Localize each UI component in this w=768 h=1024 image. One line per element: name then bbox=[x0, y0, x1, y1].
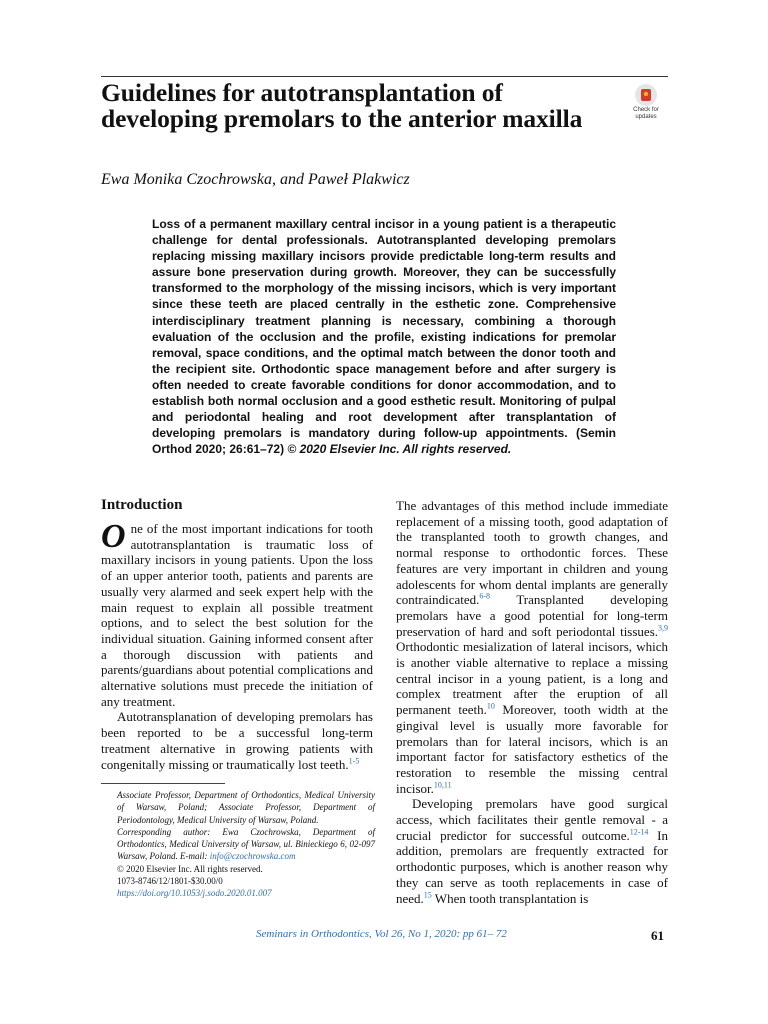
footnote-rule bbox=[101, 783, 225, 784]
footnotes bbox=[117, 789, 375, 900]
citation-link[interactable]: 1-5 bbox=[348, 756, 360, 766]
dropcap: O bbox=[101, 518, 126, 555]
citation-link[interactable]: 3,9 bbox=[658, 623, 668, 633]
right-paragraph-2: Developing premolars have good surgical access, which facilitates their gentle removal - a crucial predictor for successful outcome.$^{12-14}$ In addition, premolars are frequently extracted for orthodontic purposes, which is another reason why they can serve as tooth replacements in case of need.$^{15}$ When tooth transplantation is bbox=[396, 796, 668, 906]
citation-link[interactable]: 10,11 bbox=[433, 780, 452, 790]
page-number: 61 bbox=[651, 928, 664, 943]
citation-link[interactable]: 15 bbox=[423, 890, 432, 900]
abstract-copyright: © 2020 Elsevier Inc. All rights reserved. bbox=[287, 442, 512, 457]
check-for-updates-badge[interactable] bbox=[628, 84, 664, 118]
doi-link[interactable]: https://doi.org/10.1053/j.sodo.2020.01.007 bbox=[117, 888, 272, 899]
journal-footer: Seminars in Orthodontics, Vol 26, No 1, 2020: pp 61– 72 bbox=[256, 928, 507, 940]
issn-line: 1073-8746/12/1801-$30.00/0 bbox=[117, 876, 223, 887]
corresponding-note: Corresponding author: Ewa Czochrowska, Department of Orthodontics, Medical University of Warsaw, ul. Binieckiego 6, 02-097 Warsaw, Poland. E-mail: info@czochrowska.com bbox=[117, 826, 375, 862]
bookmark-icon bbox=[635, 84, 657, 106]
abstract-body: Loss of a permanent maxillary central incisor in a young patient is a therapeutic challenge for dental professionals. Autotransplanted developing premolars replacing missing maxillary incisors provide predictable long-term results and assure bone preservation during growth. Moreover, they can be successfully transformed to the morphology of the missing incisors, which is very important since these teeth are placed centrally in the esthetic zone. Comprehensive interdisciplinary treatment planning is necessary, combining a thorough evaluation of the occlusion and the profile, existing indications for premolar removal, space conditions, and the optimal match between the donor tooth and the recipient site. Orthodontic space management before and after surgery is often needed to create favorable conditions for donor accommodation, and to establish both normal occlusion and a good esthetic result. Monitoring of pulpal and periodontal healing and root development after transplantation of developing premolars is mandatory during follow-up appointments. (Semin Orthod 2020; 26:61–72) bbox=[152, 217, 616, 457]
right-paragraph-1: The advantages of this method include immediate replacement of a missing tooth, good adaptation of the transplanted tooth to growth changes, and normal response to orthodontic forces. These features are very important in children and young adolescents for whom dental implants are generally contraindicated.$^{6-8}$ Transplanted developing premolars have a good potential for long-term preservation of hard and soft periodontal tissues.$^{3,9}$ Orthodontic mesialization of lateral incisors, which is another viable alternative to replace a missing central incisor in a young patient, is a long and complex treatment after the eruption of all permanent teeth.$^{10}$ Moreover, tooth width at the gingival level is usually more favorable for premolars than for lateral incisors, which is an important factor for satisfactory esthetics of the restoration to resemble the missing central incisor.$^{10,11}$ bbox=[396, 498, 668, 796]
citation-link[interactable]: 6-8 bbox=[479, 591, 491, 601]
affiliation-note: Associate Professor, Department of Orthodontics, Medical University of Warsaw, Poland; Associate Professor, Department of Periodontology, Medical University of Warsaw, Poland. bbox=[117, 790, 375, 825]
article-title: Guidelines for autotransplantation of developing premolars to the anterior maxilla bbox=[101, 78, 583, 133]
badge-label: Check for updates bbox=[633, 107, 659, 120]
left-column bbox=[101, 518, 373, 772]
top-rule bbox=[101, 76, 668, 77]
citation-link[interactable]: 12-14 bbox=[629, 827, 649, 837]
intro-paragraph-2: Autotransplanation of developing premolars has been reported to be a successful long-term treatment alternative in growing patients with congenitally missing or traumatically lost teeth.$^{1-5}$ bbox=[101, 709, 373, 772]
section-heading: Introduction bbox=[101, 497, 183, 513]
footnote-copyright: © 2020 Elsevier Inc. All rights reserved. bbox=[117, 863, 263, 874]
right-column bbox=[396, 498, 668, 906]
intro-paragraph-1: One of the most important indications for tooth autotransplantation is traumatic loss of maxillary incisors in young patients. Upon the loss of an upper anterior tooth, patients and parents are usually very alarmed and seek expert help with the main request to explain all possible treatment options, and to select the best solution for the individual situation. Gaining informed consent after a thorough discussion with patients and parents/guardians about potential complications and alternative solutions must precede the initiation of any treatment. bbox=[101, 518, 373, 709]
email-link[interactable]: info@czochrowska.com bbox=[209, 851, 296, 862]
citation-link[interactable]: 10 bbox=[486, 701, 495, 711]
abstract bbox=[152, 216, 616, 457]
authors: Ewa Monika Czochrowska, and Paweł Plakwicz bbox=[101, 171, 410, 188]
